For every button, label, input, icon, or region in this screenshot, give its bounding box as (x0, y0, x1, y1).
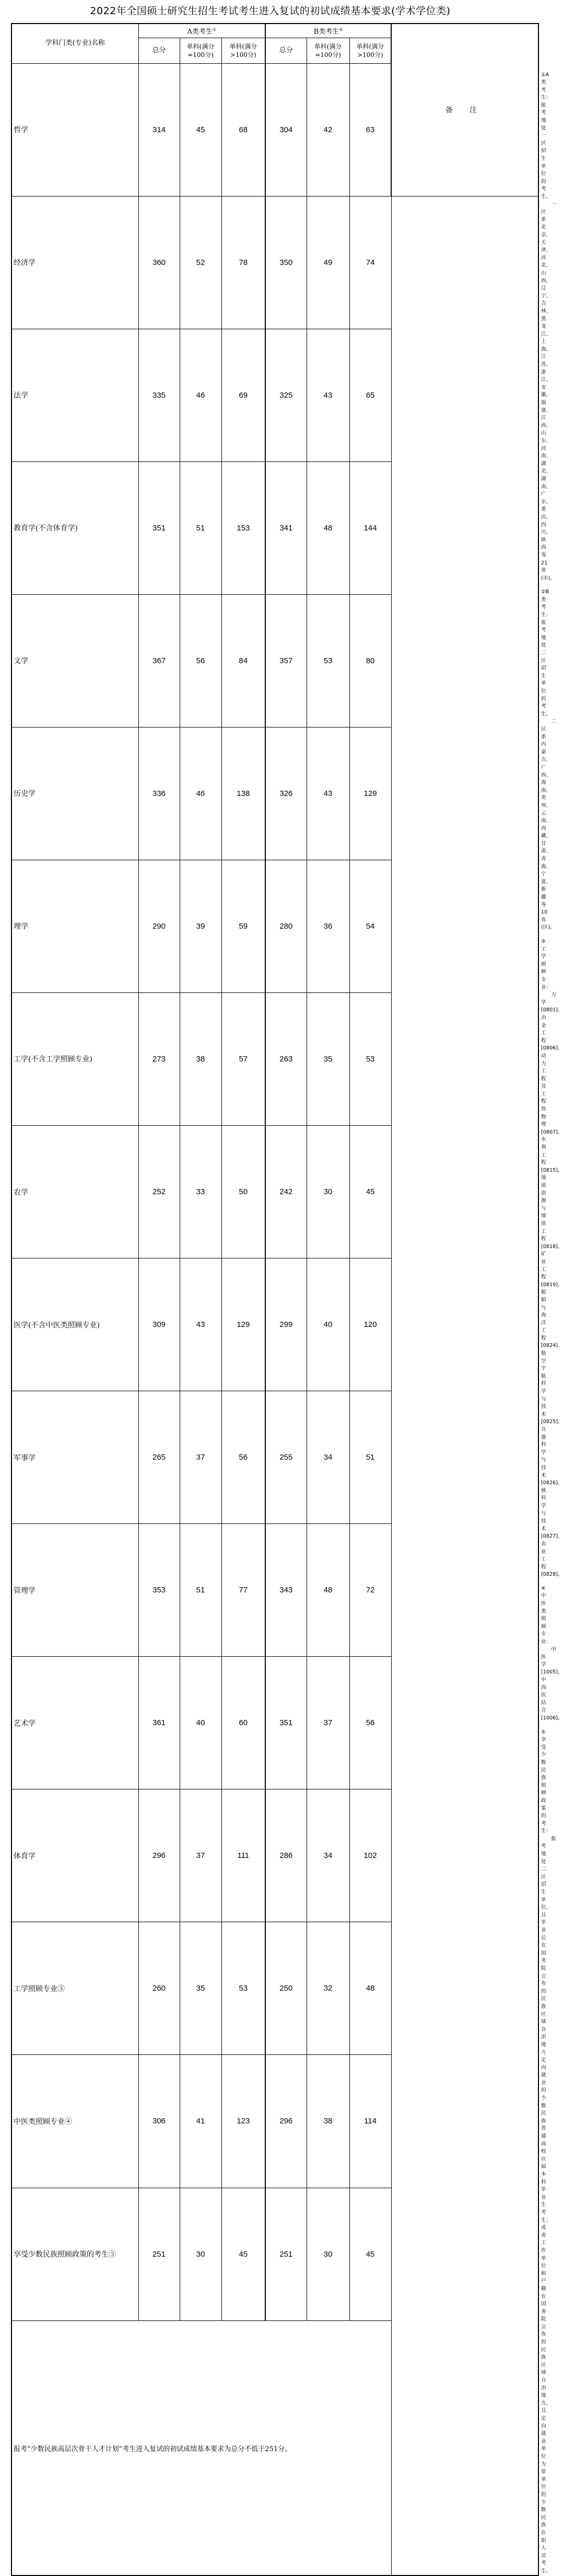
score-b-s1: 49 (307, 196, 349, 329)
score-b-s1: 37 (307, 1657, 349, 1789)
score-a-s1: 35 (180, 1922, 221, 2055)
score-a-s1: 56 (180, 594, 221, 727)
score-a-s1: 30 (180, 2188, 221, 2320)
table-row (11, 461, 538, 594)
score-b-s1: 30 (307, 1126, 349, 1258)
a-total-header: 总分 (138, 38, 180, 63)
table-row (11, 2188, 538, 2320)
score-a-total: 361 (138, 1657, 180, 1789)
table-row (11, 1524, 538, 1657)
score-b-s2: 114 (349, 2055, 391, 2188)
score-b-total: 250 (265, 1922, 307, 2055)
score-a-s2: 50 (221, 1126, 265, 1258)
group-a-header (138, 24, 265, 38)
group-b-header (265, 24, 391, 38)
score-a-total: 353 (138, 1524, 180, 1657)
b-total-header: 总分 (265, 38, 307, 63)
footer-row (11, 2320, 538, 2575)
notes-header: 备 注 (391, 24, 538, 196)
score-b-s2: 45 (349, 1126, 391, 1258)
page-title: 2022年全国硕士研究生招生考试考生进入复试的初试成绩基本要求(学术学位类) (90, 5, 451, 17)
table-row (11, 2055, 538, 2188)
score-a-s2: 53 (221, 1922, 265, 2055)
score-a-s1: 39 (180, 860, 221, 992)
score-b-total: 255 (265, 1391, 307, 1524)
score-b-total: 251 (265, 2188, 307, 2320)
score-a-s2: 59 (221, 860, 265, 992)
score-b-total: 263 (265, 992, 307, 1125)
subject-name: 医学(不含中医类照顾专业) (11, 1258, 138, 1391)
score-a-s2: 111 (221, 1789, 265, 1922)
a-single100-header: 单科(满分=100分) (180, 38, 221, 63)
b-single-gt100-header: 单科(满分>100分) (349, 38, 391, 63)
score-b-total: 351 (265, 1657, 307, 1789)
score-b-total: 296 (265, 2055, 307, 2188)
score-a-s1: 52 (180, 196, 221, 329)
table-row (11, 594, 538, 727)
score-b-s2: 51 (349, 1391, 391, 1524)
score-a-s2: 45 (221, 2188, 265, 2320)
score-b-total: 299 (265, 1258, 307, 1391)
group-a-footnote-mark: ① (212, 27, 217, 32)
table-row (11, 1258, 538, 1391)
score-a-s1: 43 (180, 1258, 221, 1391)
score-a-total: 265 (138, 1391, 180, 1524)
table-row (11, 1391, 538, 1524)
score-a-total: 290 (138, 860, 180, 992)
subject-name: 工学照顾专业③ (11, 1922, 138, 2055)
subject-column-header: 学科门类(专业)名称 (11, 24, 138, 63)
table-row (11, 1126, 538, 1258)
score-b-total: 343 (265, 1524, 307, 1657)
score-a-s2: 60 (221, 1657, 265, 1789)
score-a-s1: 40 (180, 1657, 221, 1789)
score-a-total: 351 (138, 461, 180, 594)
score-a-total: 252 (138, 1126, 180, 1258)
score-a-s2: 68 (221, 63, 265, 196)
score-b-s1: 43 (307, 727, 349, 860)
score-b-s2: 129 (349, 727, 391, 860)
score-b-s2: 53 (349, 992, 391, 1125)
subject-name: 历史学 (11, 727, 138, 860)
score-b-s1: 42 (307, 63, 349, 196)
score-a-s2: 56 (221, 1391, 265, 1524)
score-b-s1: 48 (307, 1524, 349, 1657)
score-a-total: 314 (138, 63, 180, 196)
score-b-s1: 48 (307, 461, 349, 594)
table-row (11, 1922, 538, 2055)
score-a-s2: 78 (221, 196, 265, 329)
score-a-s2: 129 (221, 1258, 265, 1391)
score-b-total: 350 (265, 196, 307, 329)
table-row (11, 329, 538, 461)
score-b-s1: 34 (307, 1789, 349, 1922)
score-b-s1: 32 (307, 1922, 349, 2055)
subject-name: 管理学 (11, 1524, 138, 1657)
score-b-total: 280 (265, 860, 307, 992)
score-table (11, 23, 563, 2576)
score-a-s2: 57 (221, 992, 265, 1125)
table-row (11, 727, 538, 860)
score-a-s1: 33 (180, 1126, 221, 1258)
score-b-s1: 38 (307, 2055, 349, 2188)
score-a-total: 251 (138, 2188, 180, 2320)
table-row: 哲学 314 45 68 304 42 63 ①A类考生：报考地处一区招生单位的考生。 一区系北京、天津、河北、山西、辽宁、吉林、黑龙江、上海、江苏、浙江、安徽、福建、江西、山东、河南、湖北、湖南、广东、重庆、四川、陕西等21省(市)。 ②B类考生：报考地处二区招生单位的考生。 二区系内蒙古、广西、海南、贵州、云南、西藏、甘肃、青海、宁夏、新疆等10省(区)。 ③工学照顾专业： 力学[0801]、冶金工程[0806]、动力工程及工程热物理[0807]、水利工程[0815]、地质资源与地质工程[0818]、矿业工程[0819]、船舶与海洋工程[0824]、航空宇航科学与技术[0825]、兵器科学与技术[0826]、核科学与技术[0827]、农业工程[0828]。 ④中医类照顾专业： 中医学[1005]、中西医结合[1006]。 ⑤享受少数民族照顾政策的考生： 报考地处二区招生单位，且毕业后在国务院公布的民族区域自治地方定向就业的少数民族普通高校应届本科毕业生考生；或者工作单位和户籍在国务院公布的民族区域自治地方，且定向就业单位为原单位的少数民族在职人员考生。 (11, 63, 538, 196)
score-a-s2: 69 (221, 329, 265, 461)
score-b-s1: 53 (307, 594, 349, 727)
subject-name: 军事学 (11, 1391, 138, 1524)
subject-name: 文学 (11, 594, 138, 727)
score-a-s2: 123 (221, 2055, 265, 2188)
score-b-s2: 72 (349, 1524, 391, 1657)
score-b-s1: 40 (307, 1258, 349, 1391)
score-a-s1: 51 (180, 461, 221, 594)
subject-name: 理学 (11, 860, 138, 992)
score-b-total: 242 (265, 1126, 307, 1258)
table-row (11, 992, 538, 1125)
score-a-s2: 77 (221, 1524, 265, 1657)
group-b-footnote-mark: ② (339, 27, 343, 32)
score-a-s1: 38 (180, 992, 221, 1125)
b-single100-header: 单科(满分=100分) (307, 38, 349, 63)
score-b-s2: 45 (349, 2188, 391, 2320)
score-a-s1: 45 (180, 63, 221, 196)
subject-name: 艺术学 (11, 1657, 138, 1789)
score-b-total: 304 (265, 63, 307, 196)
score-a-total: 273 (138, 992, 180, 1125)
score-b-total: 341 (265, 461, 307, 594)
group-a-label: A类考生 (187, 27, 213, 36)
score-a-total: 367 (138, 594, 180, 727)
footer-note: 报考“少数民族高层次骨干人才计划”考生进入复试的初试成绩基本要求为总分不低于251分。 (11, 2320, 391, 2575)
table-row (11, 860, 538, 992)
group-b-label: B类考生 (313, 27, 339, 36)
score-a-s2: 138 (221, 727, 265, 860)
score-b-s1: 36 (307, 860, 349, 992)
score-a-s1: 46 (180, 727, 221, 860)
score-a-total: 296 (138, 1789, 180, 1922)
score-a-total: 306 (138, 2055, 180, 2188)
score-b-s1: 43 (307, 329, 349, 461)
a-single-gt100-header: 单科(满分>100分) (221, 38, 265, 63)
score-b-s2: 80 (349, 594, 391, 727)
table-row (11, 1657, 538, 1789)
score-a-s2: 84 (221, 594, 265, 727)
score-a-s1: 41 (180, 2055, 221, 2188)
score-b-s2: 120 (349, 1258, 391, 1391)
score-a-s1: 37 (180, 1391, 221, 1524)
score-a-s2: 153 (221, 461, 265, 594)
score-a-s1: 51 (180, 1524, 221, 1657)
subject-name: 教育学(不含体育学) (11, 461, 138, 594)
subject-name: 法学 (11, 329, 138, 461)
score-b-s2: 65 (349, 329, 391, 461)
subject-name: 哲学 (11, 63, 138, 196)
subject-name: 经济学 (11, 196, 138, 329)
score-b-s1: 35 (307, 992, 349, 1125)
score-a-total: 260 (138, 1922, 180, 2055)
score-a-s1: 46 (180, 329, 221, 461)
subject-name: 工学(不含工学照顾专业) (11, 992, 138, 1125)
score-a-s1: 37 (180, 1789, 221, 1922)
score-b-s2: 54 (349, 860, 391, 992)
table-row (11, 1789, 538, 1922)
score-b-s1: 34 (307, 1391, 349, 1524)
subject-name: 体育学 (11, 1789, 138, 1922)
score-b-s2: 48 (349, 1922, 391, 2055)
subject-name: 享受少数民族照顾政策的考生⑤ (11, 2188, 138, 2320)
subject-name: 中医类照顾专业④ (11, 2055, 138, 2188)
score-b-total: 286 (265, 1789, 307, 1922)
score-b-total: 326 (265, 727, 307, 860)
subject-name: 农学 (11, 1126, 138, 1258)
score-a-total: 309 (138, 1258, 180, 1391)
score-b-s2: 74 (349, 196, 391, 329)
score-a-total: 335 (138, 329, 180, 461)
score-b-total: 325 (265, 329, 307, 461)
score-b-total: 357 (265, 594, 307, 727)
table-row (11, 196, 538, 329)
score-b-s2: 144 (349, 461, 391, 594)
score-b-s1: 30 (307, 2188, 349, 2320)
score-b-s2: 63 (349, 63, 391, 196)
score-a-total: 360 (138, 196, 180, 329)
score-b-s2: 56 (349, 1657, 391, 1789)
score-b-s2: 102 (349, 1789, 391, 1922)
score-a-total: 336 (138, 727, 180, 860)
